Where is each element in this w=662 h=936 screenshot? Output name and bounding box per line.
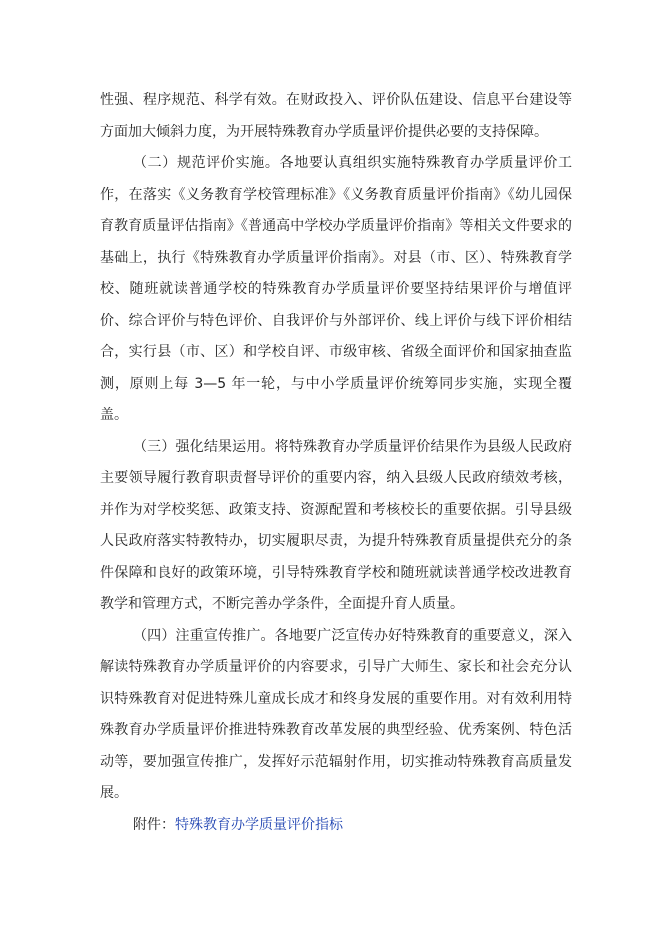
annex-link[interactable]: 特殊教育办学质量评价指标 (175, 816, 343, 833)
document-body (100, 85, 572, 841)
paragraph-strengthen-results: （三）强化结果运用。将特殊教育办学质量评价结果作为县级人民政府主要领导履行教育职责督导评价的重要内容，纳入县级人民政府绩效考核，并作为对学校奖惩、政策支持、资源配置和考核校长的重要依据。引导县级人民政府落实特教特办，切实履职尽责，为提升特殊教育质量提供充分的条件保障和良好的政策环境，引导特殊教育学校和随班就读普通学校改进教育教学和管理方式，不断完善办学条件，全面提升育人质量。 (100, 438, 572, 612)
paragraph-promotion: （四）注重宣传推广。各地要广泛宣传办好特殊教育的重要意义，深入解读特殊教育办学质量评价的内容要求，引导广大师生、家长和社会充分认识特殊教育对促进特殊儿童成长成才和终身发展的重要作用。对有效利用特殊教育办学质量评价推进特殊教育改革发展的典型经验、优秀案例、特色活动等，要加强宣传推广，发挥好示范辐射作用，切实推动特殊教育高质量发展。 (100, 627, 572, 801)
annex-line (100, 810, 572, 842)
paragraph-standardize-evaluation: （二）规范评价实施。各地要认真组织实施特殊教育办学质量评价工作，在落实《义务教育学校管理标准》《义务教育质量评价指南》《幼儿园保育教育质量评估指南》《普通高中学校办学质量评价指南》等相关文件要求的基础上，执行《特殊教育办学质量评价指南》。对县（市、区）、特殊教育学校、随班就读普通学校的特殊教育办学质量评价要坚持结果评价与增值评价、综合评价与特色评价、自我评价与外部评价、线上评价与线下评价相结合，实行县（市、区）和学校自评、市级审核、省级全面评价和国家抽查监测，原则上每 3—5 年一轮，与中小学质量评价统筹同步实施，实现全覆盖。 (100, 155, 572, 423)
paragraph-continuation: 性强、程序规范、科学有效。在财政投入、评价队伍建设、信息平台建设等方面加大倾斜力度，为开展特殊教育办学质量评价提供必要的支持保障。 (100, 92, 572, 140)
annex-label: 附件： (133, 816, 175, 833)
